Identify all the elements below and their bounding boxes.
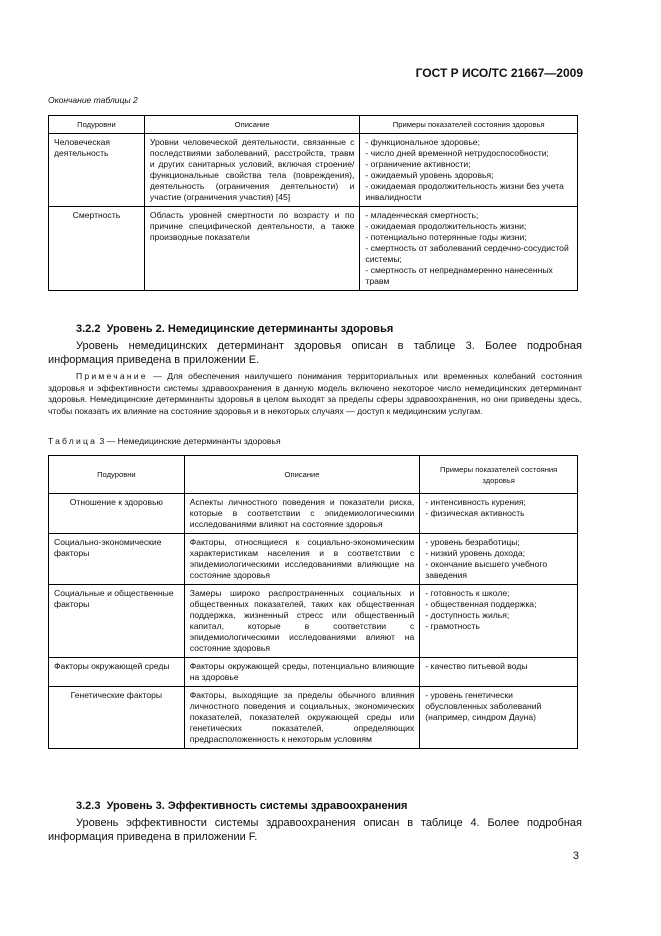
table-header-row — [49, 456, 578, 494]
section-heading-3-2-2 — [76, 323, 393, 335]
table-row — [49, 207, 578, 291]
example-item: - ожидаемая продолжительность жизни; — [365, 221, 527, 231]
example-item: - смертность от заболеваний сердечно-сосудистой системы; — [365, 243, 569, 264]
example-item: - интенсивность курения; — [425, 497, 526, 507]
examples-cell — [360, 207, 578, 291]
table-caption-text: 3 — Немедицинские детерминанты здоровья — [99, 436, 281, 446]
example-item: - уровень безработицы; — [425, 537, 520, 547]
column-header: Описание — [184, 456, 420, 494]
sublevel-cell: Социальные и общественные факторы — [49, 585, 185, 658]
column-header: Подуровни — [49, 456, 185, 494]
sublevel-cell: Смертность — [49, 207, 145, 291]
description-cell: Область уровней смертности по возрасту и по причине специфической деятельности, а также производные показатели — [144, 207, 360, 291]
example-item: - младенческая смертность; — [365, 210, 479, 220]
example-item: - потенциально потерянные годы жизни; — [365, 232, 527, 242]
section-title: Уровень 3. Эффективность системы здравоохранения — [106, 800, 408, 812]
example-item: - окончание высшего учебного заведения — [425, 559, 548, 580]
example-item: - ограничение активности; — [365, 159, 471, 169]
table-3 — [48, 455, 578, 749]
example-item: - уровень генетически обусловленных заболеваний (например, синдром Дауна) — [425, 690, 542, 722]
document-code: ГОСТ Р ИСО/ТС 21667—2009 — [415, 66, 583, 80]
description-cell: Замеры широко распространенных социальных и общественных показателей, таких как общественная поддержка, жизненный стресс или общественный капитал, которые в соответствии с эпидемиологическими исследованиями влияют на состояние здоровья — [184, 585, 420, 658]
section-paragraph: Уровень немедицинских детерминант здоровья описан в таблице 3. Более подробная информация приведена в приложении Е. — [48, 340, 582, 366]
note-label: Примечание — [76, 371, 148, 381]
sublevel-cell: Отношение к здоровью — [49, 494, 185, 534]
example-item: - физическая активность — [425, 508, 525, 518]
sublevel-cell: Человеческая деятельность — [49, 134, 145, 207]
column-header: Примеры показателей состояния здоровья — [420, 456, 578, 494]
section-number: 3.2.3 — [76, 800, 101, 812]
table3-caption — [48, 436, 281, 446]
example-item: - ожидаемая продолжительность жизни без учета инвалидности — [365, 181, 564, 202]
example-item: - готовность к школе; — [425, 588, 510, 598]
examples-cell — [420, 658, 578, 687]
column-header: Подуровни — [49, 116, 145, 134]
table-row — [49, 134, 578, 207]
section-paragraph: Уровень эффективности системы здравоохранения описан в таблице 4. Более подробная информация приведена в приложении F. — [48, 817, 582, 843]
table-row — [49, 534, 578, 585]
example-item: - доступность жилья; — [425, 610, 510, 620]
table-row — [49, 687, 578, 749]
section-number: 3.2.2 — [76, 323, 101, 335]
example-item: - число дней временной нетрудоспособности; — [365, 148, 549, 158]
description-cell: Факторы, выходящие за пределы обычного влияния личностного поведения и социальных, экономических показателей, показателей окружающей среды или генетических показателей, определяющих предрасположенность к некоторым условиям — [184, 687, 420, 749]
examples-cell — [420, 687, 578, 749]
sublevel-cell: Факторы окружающей среды — [49, 658, 185, 687]
table2-continuation-caption: Окончание таблицы 2 — [48, 95, 138, 105]
description-cell: Факторы окружающей среды, потенциально влияющие на здоровье — [184, 658, 420, 687]
note-text: — Для обеспечения наилучшего понимания территориальных или временных колебаний состояния здоровья и эффективности системы здравоохранения в данную модель включено некоторое число немедицинских детерминант здоровья. Немедицинские детерминанты здоровья в целом выходят за пределы сферы здравоохранения, но они приведены здесь, чтобы показать их влияние на состояние здоровья и в некоторых случаях — доступ к медицинским услугам. — [48, 371, 582, 416]
example-item: - качество питьевой воды — [425, 661, 528, 671]
sublevel-cell: Генетические факторы — [49, 687, 185, 749]
example-item: - общественная поддержка; — [425, 599, 537, 609]
table-row — [49, 658, 578, 687]
table-row — [49, 585, 578, 658]
table-row — [49, 494, 578, 534]
examples-cell — [420, 494, 578, 534]
description-cell: Уровни человеческой деятельности, связанные с последствиями заболеваний, расстройств, травм и других санитарных условий, включая строение/функциональные свойства тела (повреждения), деятельность (ограничения деятельности) и участие (ограничения участия) [45] — [144, 134, 360, 207]
table-2-end — [48, 115, 578, 291]
section-title: Уровень 2. Немедицинские детерминанты здоровья — [106, 323, 394, 335]
example-item: - низкий уровень дохода; — [425, 548, 526, 558]
example-item: - смертность от непреднамеренно нанесенных травм — [365, 265, 553, 286]
example-item: - ожидаемый уровень здоровья; — [365, 170, 494, 180]
description-cell: Аспекты личностного поведения и показатели риска, которые в соответствии с эпидемиологическими исследованиями влияют на состояние здоровья — [184, 494, 420, 534]
example-item: - функциональное здоровье; — [365, 137, 480, 147]
example-item: - грамотность — [425, 621, 480, 631]
description-cell: Факторы, относящиеся к социально-экономическим характеристикам населения и в соответствии с эпидемиологическими исследованиями влияющие на состояние здоровья — [184, 534, 420, 585]
examples-cell — [420, 534, 578, 585]
examples-cell — [360, 134, 578, 207]
table-header-row — [49, 116, 578, 134]
column-header: Описание — [144, 116, 360, 134]
examples-cell — [420, 585, 578, 658]
column-header: Примеры показателей состояния здоровья — [360, 116, 578, 134]
sublevel-cell: Социально-экономические факторы — [49, 534, 185, 585]
section-heading-3-2-3 — [76, 800, 407, 812]
page-number: 3 — [572, 850, 579, 862]
table-caption-label: Таблица — [48, 436, 98, 446]
note-paragraph — [48, 371, 582, 417]
